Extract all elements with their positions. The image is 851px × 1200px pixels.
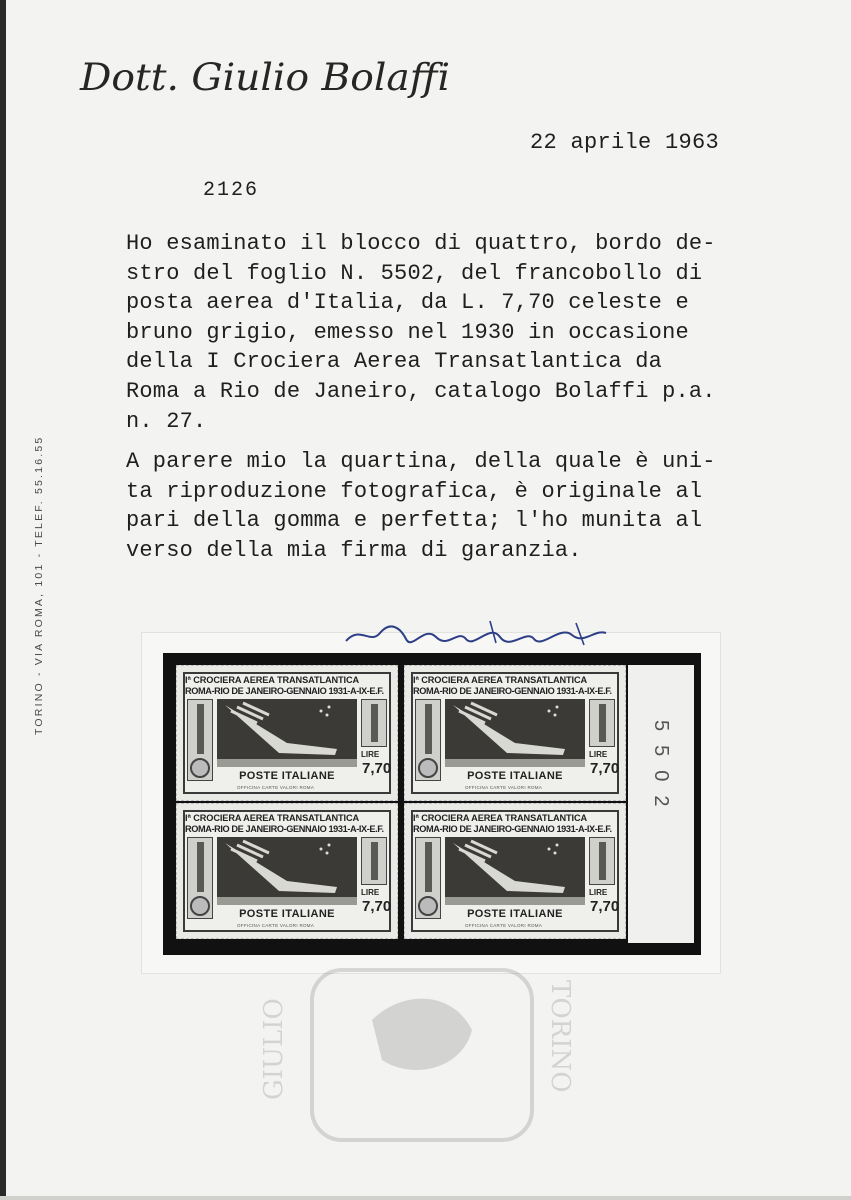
text-line: A parere mio la quartina, della quale è uni- (126, 449, 716, 474)
seaplane-icon (217, 699, 357, 767)
fasces-right (589, 837, 615, 885)
stamp-header-2: ROMA-RIO DE JANEIRO-GENNAIO 1931-A-IX-E.F. (413, 686, 612, 696)
stamp-header-1: Iª CROCIERA AEREA TRANSATLANTICA (185, 675, 360, 685)
crest-icon (190, 758, 210, 778)
stamp-imprint: OFFICINA CARTE VALORI ROMA (237, 785, 315, 790)
paragraph-opinion (126, 447, 786, 565)
guarantee-right-text: TORINO (545, 980, 575, 1093)
text-line: n. 27. (126, 408, 207, 434)
stamp-value: 7,70 (590, 760, 620, 777)
stamp-imprint: OFFICINA CARTE VALORI ROMA (465, 785, 543, 790)
certificate-date: 22 aprile 1963 (530, 130, 720, 155)
sheet-number (648, 720, 678, 870)
text-line: ta riproduzione fotografica, è originale al (126, 478, 703, 504)
page-edge-left (0, 0, 6, 1200)
stamp-header-2: ROMA-RIO DE JANEIRO-GENNAIO 1931-A-IX-E.F. (185, 824, 384, 834)
stamp-value: 7,70 (362, 898, 392, 915)
letterhead (80, 50, 460, 110)
stamp-bottom-right (404, 803, 626, 939)
page-edge-bottom (0, 1196, 851, 1200)
stamp-header-1: Iª CROCIERA AEREA TRANSATLANTICA (185, 813, 360, 823)
text-line: Ho esaminato il blocco di quattro, bordo de- (126, 231, 716, 256)
seaplane-icon (445, 837, 585, 905)
stamp-imprint: OFFICINA CARTE VALORI ROMA (465, 923, 543, 928)
stamp-header-1: Iª CROCIERA AEREA TRANSATLANTICA (413, 675, 588, 685)
handwritten-signature (340, 615, 620, 655)
stamp-country: POSTE ITALIANE (467, 770, 563, 782)
stamp-header-2: ROMA-RIO DE JANEIRO-GENNAIO 1931-A-IX-E.F. (413, 824, 612, 834)
fasces-right (361, 699, 387, 747)
stamp-top-left (176, 665, 398, 801)
text-line: pari della gomma e perfetta; l'ho munita al (126, 508, 703, 534)
stamp-imprint: OFFICINA CARTE VALORI ROMA (237, 923, 315, 928)
stamp-currency: LIRE (361, 888, 380, 897)
text-line: della I Crociera Aerea Transatlantica da (126, 349, 663, 375)
stamp-header-2: ROMA-RIO DE JANEIRO-GENNAIO 1931-A-IX-E.F. (185, 686, 384, 696)
stamp-bottom-left (176, 803, 398, 939)
letterhead-script (80, 50, 460, 110)
stamp-value: 7,70 (590, 898, 620, 915)
text-line: Roma a Rio de Janeiro, catalogo Bolaffi p.a. (126, 378, 716, 404)
crest-icon (418, 758, 438, 778)
seaplane-icon (445, 699, 585, 767)
crest-icon (418, 896, 438, 916)
fasces-right (361, 837, 387, 885)
text-line: stro del foglio N. 5502, del francobollo di (126, 260, 703, 286)
fasces-right (589, 699, 615, 747)
stamp-value: 7,70 (362, 760, 392, 777)
text-line: verso della mia firma di garanzia. (126, 537, 582, 563)
crest-icon (190, 896, 210, 916)
svg-text:Dott. Giulio Bolaffi: Dott. Giulio Bolaffi (78, 56, 450, 99)
stamp-currency: LIRE (589, 750, 608, 759)
stamp-country: POSTE ITALIANE (239, 908, 335, 920)
stamp-country: POSTE ITALIANE (239, 770, 335, 782)
seaplane-icon (217, 837, 357, 905)
stamp-top-right (404, 665, 626, 801)
certificate-number: 2126 (203, 179, 260, 202)
paragraph-examination (126, 229, 786, 436)
guarantee-left-text: GIULIO (262, 998, 289, 1100)
text-line: bruno grigio, emesso nel 1930 in occasione (126, 319, 689, 345)
text-line: posta aerea d'Italia, da L. 7,70 celeste e (126, 290, 689, 316)
side-address (33, 0, 45, 735)
side-address-text: TORINO - VIA ROMA, 101 - TELEF. 55.16.55 (33, 435, 45, 735)
stamp-currency: LIRE (589, 888, 608, 897)
stamp-header-1: Iª CROCIERA AEREA TRANSATLANTICA (413, 813, 588, 823)
sheet-number-text: 5502 (650, 720, 672, 821)
guarantee-embossed-stamp (262, 960, 582, 1150)
stamp-currency: LIRE (361, 750, 380, 759)
stamp-country: POSTE ITALIANE (467, 908, 563, 920)
